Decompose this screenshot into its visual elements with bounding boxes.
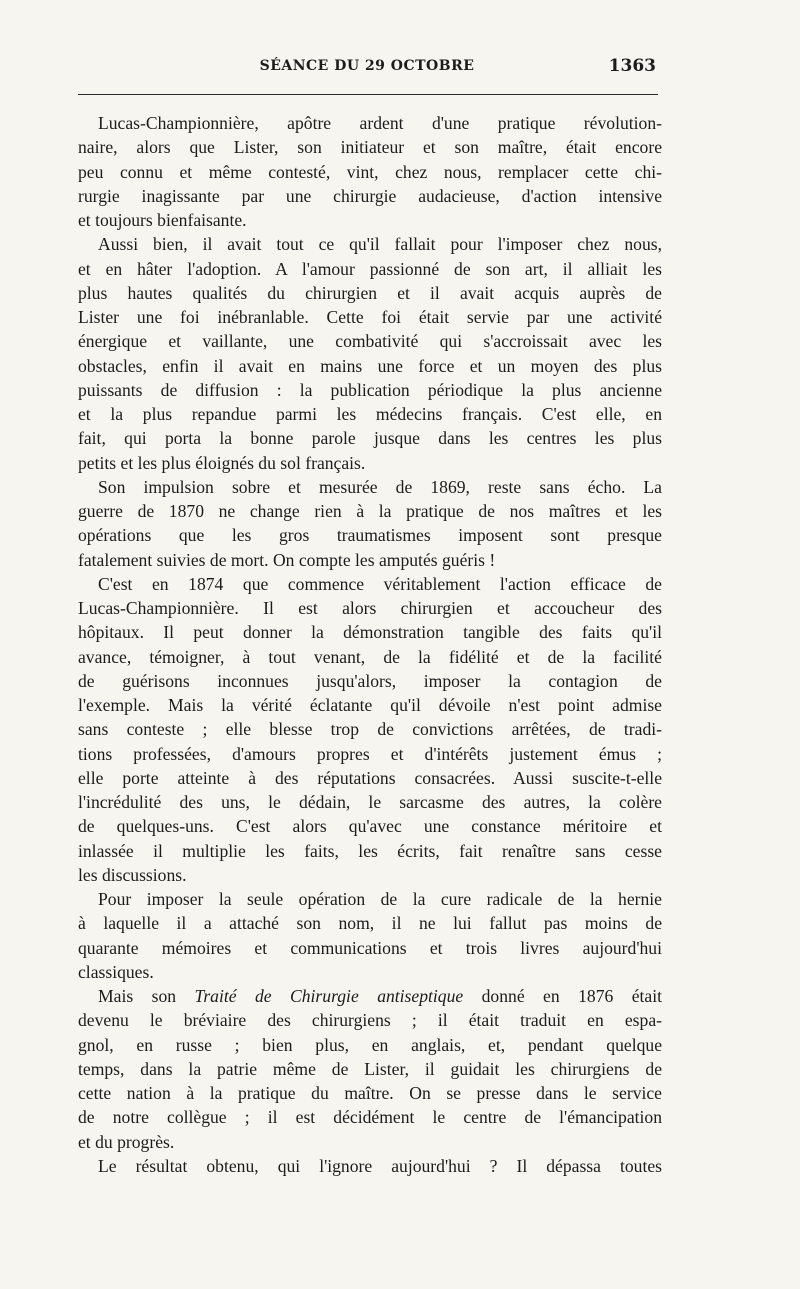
text-line: l'exemple. Mais la vérité éclatante qu'il dévoile n'est point admise (78, 695, 662, 715)
text-line: C'est en 1874 que commence véritablement l'action efficace de (98, 573, 662, 594)
text-line: l'incrédulité des uns, le dédain, le sarcasme des autres, la colère (78, 792, 662, 812)
text-line: Son impulsion sobre et mesurée de 1869, reste sans écho. La (98, 476, 662, 497)
text-line: les discussions. (78, 864, 187, 885)
text-line: Lister une foi inébranlable. Cette foi était servie par une activité (78, 307, 662, 327)
text-line: de quelques-uns. C'est alors qu'avec une constance méritoire et (78, 816, 662, 837)
page-number: 1363 (608, 56, 656, 76)
text-line: peu connu et même contesté, vint, chez nous, remplacer cette chi- (78, 161, 662, 182)
running-head: SÉANCE DU 29 OCTOBRE (259, 58, 475, 74)
text-line: énergique et vaillante, une combativité qui s'accroissait avec les (78, 331, 662, 352)
text-line: tions professées, d'amours propres et d'intérêts justement émus ; (78, 743, 662, 764)
text-line: fait, qui porta la bonne parole jusque dans les centres les plus (78, 428, 662, 449)
text-line: hôpitaux. Il peut donner la démonstration tangible des faits qu'il (78, 622, 662, 643)
text-line: elle porte atteinte à des réputations consacrées. Aussi suscite-t-elle (78, 767, 662, 788)
text-line: obstacles, enfin il avait en mains une force et un moyen des plus (78, 355, 662, 376)
text-line: classiques. (78, 961, 154, 982)
text-line: fatalement suivies de mort. On compte les amputés guéris ! (78, 549, 496, 570)
header-rule (78, 94, 658, 95)
paragraph (78, 475, 662, 572)
text-line: Lucas-Championnière. Il est alors chirurgien et accoucheur des (78, 598, 662, 618)
text-line: guerre de 1870 ne change rien à la pratique de nos maîtres et les (78, 501, 662, 521)
text-line: naire, alors que Lister, son initiateur et son maître, était encore (78, 137, 662, 158)
text-line: et la plus repandue parmi les médecins français. C'est elle, en (78, 404, 662, 424)
text-line: opérations que les gros traumatismes imposent sont presque (78, 525, 662, 546)
text-line: cette nation à la pratique du maître. On se presse dans le service (78, 1083, 662, 1103)
body-text (78, 111, 662, 1178)
paragraph (78, 887, 662, 984)
text-line: quarante mémoires et communications et trois livres aujourd'hui (78, 937, 662, 958)
text-line: gnol, en russe ; bien plus, en anglais, et, pendant quelque (78, 1034, 662, 1055)
text-line: temps, dans la patrie même de Lister, il guidait les chirurgiens de (78, 1058, 662, 1079)
paragraph (78, 984, 662, 1154)
text-line: Le résultat obtenu, qui l'ignore aujourd'hui ? Il dépassa toutes (98, 1155, 662, 1176)
text-line: Lucas-Championnière, apôtre ardent d'une pratique révolution- (98, 113, 662, 133)
text-line: inlassée il multiplie les faits, les écrits, fait renaître sans cesse (78, 840, 662, 861)
paragraph (78, 232, 662, 475)
text-line: de guérisons inconnues jusqu'alors, imposer la contagion de (78, 670, 662, 691)
text-line: et du progrès. (78, 1131, 175, 1152)
text-line: et toujours bienfaisante. (78, 210, 247, 230)
text-line: avance, témoigner, à tout venant, de la fidélité et de la facilité (78, 646, 662, 667)
paragraph (78, 111, 662, 232)
text-line: de notre collègue ; il est décidément le centre de l'émancipation (78, 1107, 662, 1128)
text-line: rurgie inagissante par une chirurgie audacieuse, d'action intensive (78, 185, 662, 206)
text-line: Aussi bien, il avait tout ce qu'il fallait pour l'imposer chez nous, (98, 234, 662, 255)
text-line: puissants de diffusion : la publication périodique la plus ancienne (78, 379, 662, 400)
text-line: plus hautes qualités du chirurgien et il avait acquis auprès de (78, 282, 662, 303)
text-line: à laquelle il a attaché son nom, il ne lui fallut pas moins de (78, 913, 662, 934)
italic-title: Traité de Chirurgie antiseptique (194, 986, 464, 1006)
paragraph (78, 572, 662, 887)
text-line: et en hâter l'adoption. A l'amour passionné de son art, il alliait les (78, 258, 662, 279)
text-line: petits et les plus éloignés du sol français. (78, 452, 366, 473)
paragraph (78, 1154, 662, 1178)
text-line: Mais son Traité de Chirurgie antiseptique donné en 1876 était (98, 986, 662, 1006)
text-line: Pour imposer la seule opération de la cure radicale de la hernie (98, 889, 662, 909)
text-line: sans conteste ; elle blesse trop de convictions arrêtées, de tradi- (78, 719, 662, 740)
text-line: devenu le bréviaire des chirurgiens ; il était traduit en espa- (78, 1010, 662, 1031)
page-header (78, 58, 656, 82)
